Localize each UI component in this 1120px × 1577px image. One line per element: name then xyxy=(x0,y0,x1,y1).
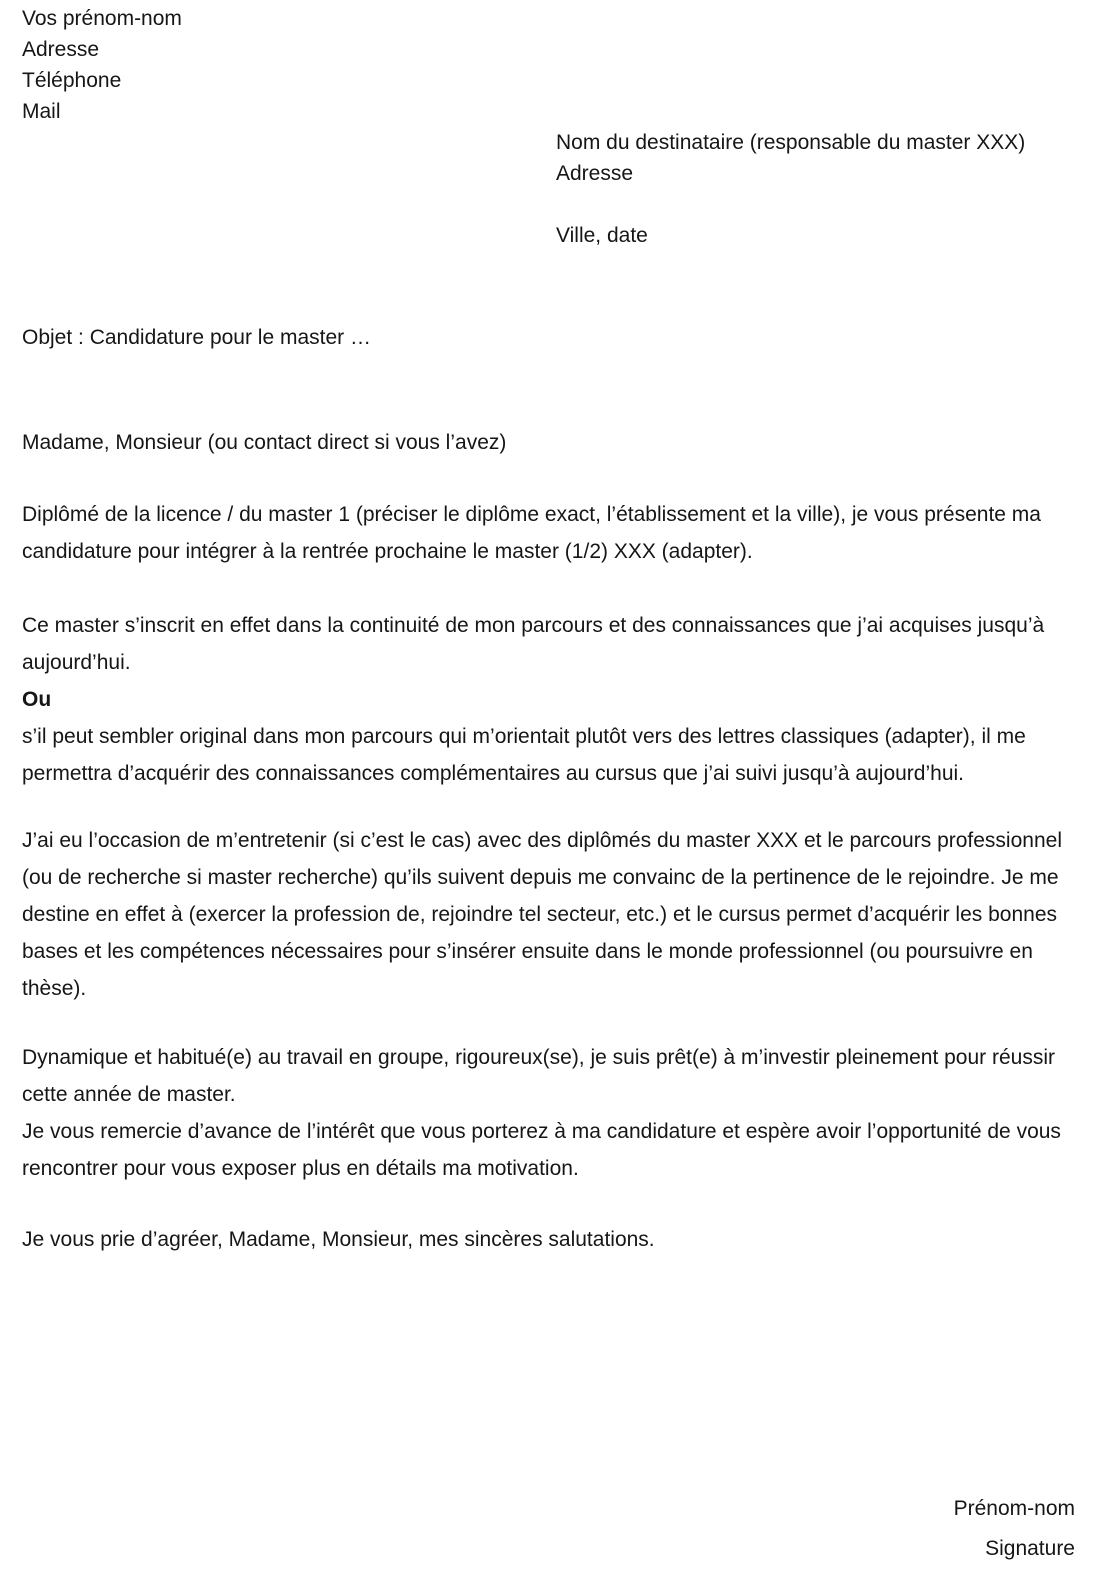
closing-salutation-line: Je vous prie d’agréer, Madame, Monsieur, mes sincères salutations. xyxy=(22,1228,655,1251)
sender-block xyxy=(22,3,1076,127)
or-label: Ou xyxy=(22,688,52,711)
paragraph-diploma-intro: Diplômé de la licence / du master 1 (préciser le diplôme exact, l’établissement et la ville), je vous présente ma candidature pour intégrer à la rentrée prochaine le master (1/2) XXX (adapter). xyxy=(22,503,1041,563)
signature-label: Signature xyxy=(985,1537,1075,1560)
subject-line: Objet : Candidature pour le master … xyxy=(22,326,372,349)
paragraph-continuity: Ce master s’inscrit en effet dans la continuité de mon parcours et des connaissances que j’ai acquises jusqu’à aujourd’hui. xyxy=(22,614,1045,674)
recipient-spacer xyxy=(556,189,1038,220)
recipient-block xyxy=(556,127,1038,251)
recipient-name-line: Nom du destinataire (responsable du master XXX) xyxy=(556,131,1026,154)
salutation-line: Madame, Monsieur (ou contact direct si vous l’avez) xyxy=(22,431,507,454)
signature-name: Prénom-nom xyxy=(953,1497,1075,1520)
city-date-line: Ville, date xyxy=(556,224,648,247)
sender-address-line: Adresse xyxy=(22,38,100,61)
paragraph-thanks: Je vous remercie d’avance de l’intérêt que vous porterez à ma candidature et espère avoir l’opportunité de vous rencontrer pour vous exposer plus en détails ma motivation. xyxy=(22,1120,1061,1180)
recipient-address-line: Adresse xyxy=(556,162,634,185)
paragraph-original-path: s’il peut sembler original dans mon parcours qui m’orientait plutôt vers des lettres classiques (adapter), il me permettra d’acquérir des connaissances complémentaires au cursus que j’ai suivi jusqu’à aujourd’hui. xyxy=(22,725,1026,785)
sender-name-line: Vos prénom-nom xyxy=(22,7,182,30)
sender-mail-line: Mail xyxy=(22,100,61,123)
signature-block xyxy=(954,1489,1075,1569)
paragraph-career-fit: J’ai eu l’occasion de m’entretenir (si c’est le cas) avec des diplômés du master XXX et le parcours professionnel (ou de recherche si master recherche) qu’ils suivent depuis me convainc de la pertinence de le rejoindre. Je me destine en effet à (exercer la profession de, rejoindre tel secteur, etc.) et le cursus permet d’acquérir les bonnes bases et les compétences nécessaires pour s’insérer ensuite dans le monde professionnel (ou poursuivre en thèse). xyxy=(22,829,1062,1000)
paragraph-qualities: Dynamique et habitué(e) au travail en groupe, rigoureux(se), je suis prêt(e) à m’investir pleinement pour réussir cette année de master. xyxy=(22,1046,1055,1106)
sender-phone-line: Téléphone xyxy=(22,69,122,92)
